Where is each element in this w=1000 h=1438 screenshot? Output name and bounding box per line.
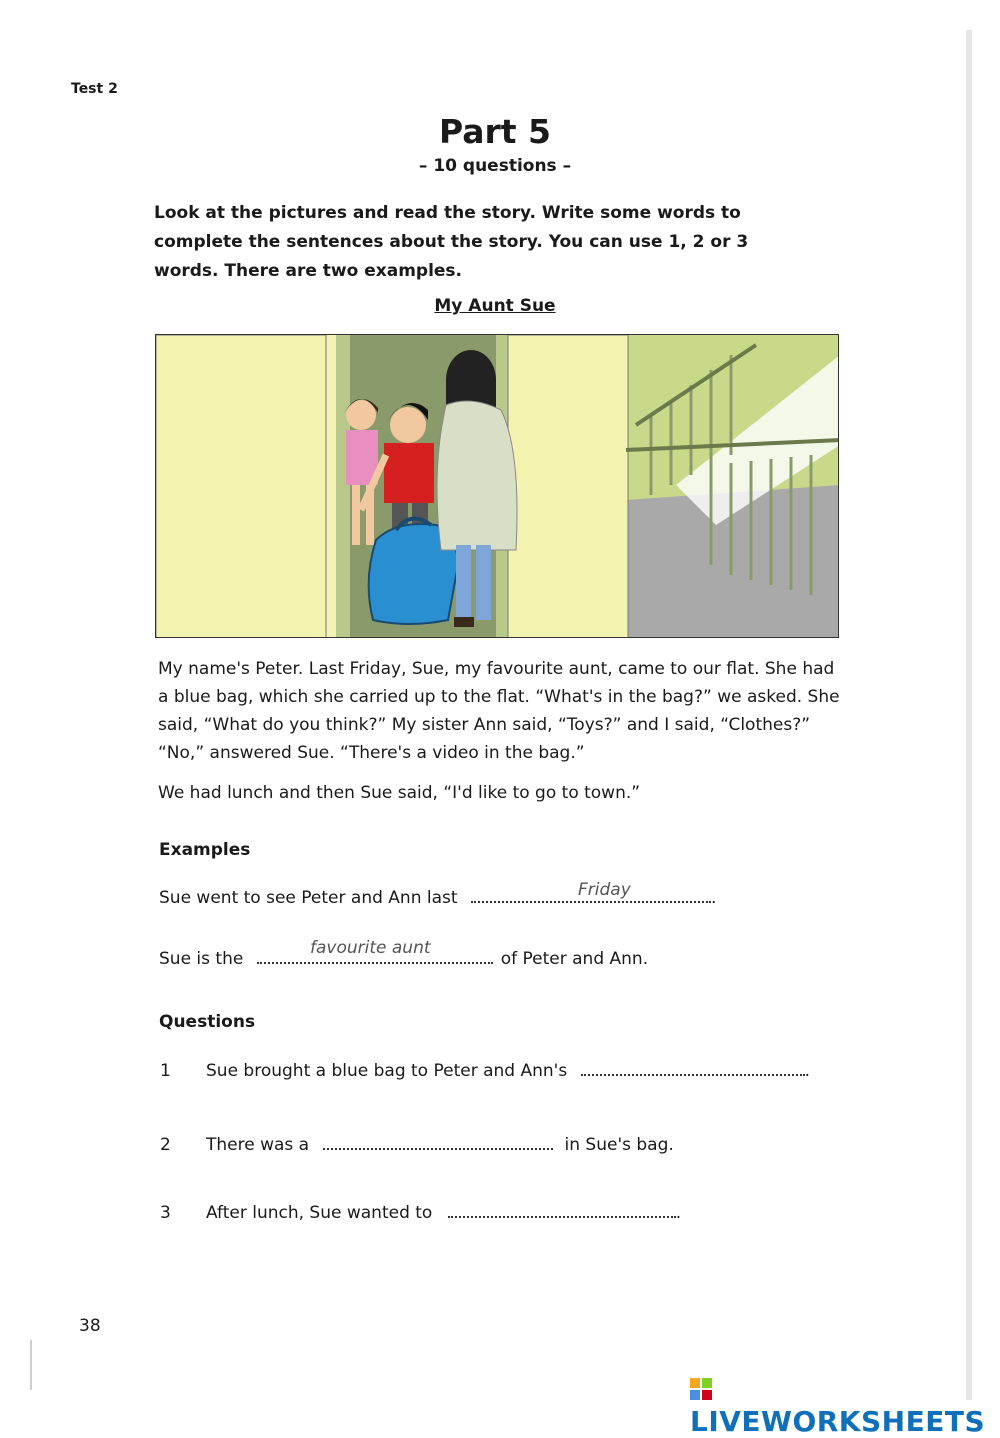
example-2-text: Sue is the bbox=[159, 949, 244, 969]
instructions: Look at the pictures and read the story. Write some words to complete the sentences about the story. You can use 1, 2 or 3 words. There are two examples. bbox=[154, 203, 749, 281]
page-number: 38 bbox=[79, 1316, 101, 1336]
part-subtitle: – 10 questions – bbox=[418, 156, 572, 176]
story-text bbox=[158, 655, 848, 819]
questions-heading: Questions bbox=[159, 1012, 256, 1032]
story-paragraph-1: My name's Peter. Last Friday, Sue, my favourite aunt, came to our flat. She had a blue bag, which she carried up to the flat. “What's in the bag?” we asked. She said, “What do you think?” My sister Ann said, “Toys?” and I said, “Clothes?” “No,” answered Sue. “There's a video in the bag.” bbox=[158, 659, 840, 763]
question-1-text: Sue brought a blue bag to Peter and Ann's bbox=[206, 1061, 568, 1081]
question-2-end: in Sue's bag. bbox=[564, 1135, 674, 1155]
question-3 bbox=[160, 1200, 681, 1223]
page-edge bbox=[966, 30, 972, 1400]
question-3-number: 3 bbox=[160, 1203, 171, 1223]
question-2-number: 2 bbox=[160, 1135, 171, 1155]
example-1-answer: Friday bbox=[578, 880, 631, 900]
question-2 bbox=[160, 1132, 674, 1155]
story-paragraph-2: We had lunch and then Sue said, “I'd like to go to town.” bbox=[158, 783, 641, 803]
story-illustration bbox=[155, 334, 839, 638]
example-1 bbox=[159, 885, 716, 908]
examples-heading: Examples bbox=[159, 840, 251, 860]
story-title: My Aunt Sue bbox=[434, 296, 556, 316]
question-1-end: . bbox=[804, 1061, 811, 1081]
question-1-answer-field[interactable] bbox=[581, 1058, 805, 1076]
example-2-end: of Peter and Ann. bbox=[500, 949, 649, 969]
question-2-answer-field[interactable] bbox=[323, 1132, 553, 1150]
question-1-number: 1 bbox=[160, 1061, 171, 1081]
page-edge-left bbox=[30, 1340, 32, 1390]
question-3-end: . bbox=[675, 1203, 682, 1223]
example-2-answer: favourite aunt bbox=[310, 938, 431, 958]
test-label: Test 2 bbox=[71, 81, 118, 97]
question-3-answer-field[interactable] bbox=[448, 1200, 676, 1218]
brand-text: LIVEWORKSHEETS bbox=[690, 1405, 986, 1438]
question-2-text: There was a bbox=[206, 1135, 310, 1155]
question-3-text: After lunch, Sue wanted to bbox=[206, 1203, 433, 1223]
example-1-text: Sue went to see Peter and Ann last bbox=[159, 888, 458, 908]
illustration-drawing bbox=[156, 335, 839, 638]
liveworksheets-icon bbox=[690, 1378, 714, 1400]
example-1-end: . bbox=[710, 888, 717, 908]
part-title: Part 5 bbox=[438, 112, 552, 151]
question-1 bbox=[160, 1058, 810, 1081]
liveworksheets-logo bbox=[690, 1372, 1000, 1438]
